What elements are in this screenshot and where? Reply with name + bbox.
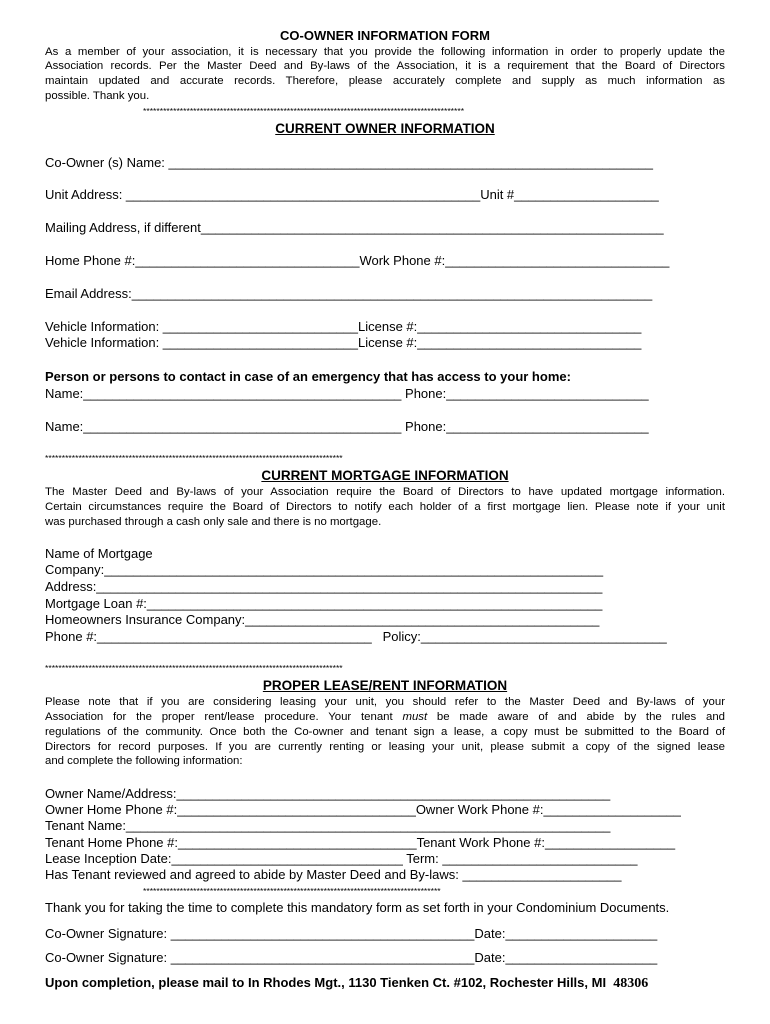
vehicle-field-2[interactable]: Vehicle Information: ___________________________License #:_______________________________ (45, 335, 642, 350)
lease-text-2-emphasis: must (402, 711, 428, 723)
lease-text-2b: be made aware of and abide by the rules and (427, 711, 725, 723)
phones-field[interactable]: Home Phone #:_______________________________Work Phone #:_______________________________ (45, 253, 670, 268)
signature-field-2[interactable]: Co-Owner Signature: __________________________________________Date:_____________________ (45, 950, 658, 965)
unit-address-field[interactable]: Unit Address: _________________________________________________Unit #____________________ (45, 187, 659, 202)
lease-text-2 (45, 710, 725, 724)
separator: ***************************************************************************************** (143, 886, 441, 896)
signature-field-1[interactable]: Co-Owner Signature: __________________________________________Date:_____________________ (45, 926, 658, 941)
vehicle-field-1[interactable]: Vehicle Information: ___________________________License #:_______________________________ (45, 319, 642, 334)
mailing-zip: 48306 (613, 976, 649, 991)
owner-name-address-field[interactable]: Owner Name/Address:____________________________________________________________ (45, 786, 611, 801)
lease-inception-field[interactable]: Lease Inception Date:________________________________ Term: ___________________________ (45, 851, 638, 866)
mortgage-section-heading: CURRENT MORTGAGE INFORMATION (261, 468, 509, 483)
phone-policy-field[interactable]: Phone #:______________________________________ Policy:__________________________________ (45, 629, 667, 644)
owner-phones-field[interactable]: Owner Home Phone #:_________________________________Owner Work Phone #:___________________ (45, 802, 681, 817)
form-title: CO-OWNER INFORMATION FORM (280, 28, 490, 43)
mortgage-loan-field[interactable]: Mortgage Loan #:_______________________________________________________________ (45, 596, 603, 611)
intro-line-2: Association records. Per the Master Deed and By-laws of the Association, it is a requirement that the Board of Directors (45, 60, 725, 72)
intro-line-1: As a member of your association, it is necessary that you provide the following information in order to properly update the (45, 46, 725, 58)
mortgage-address-field[interactable]: Address:______________________________________________________________________ (45, 579, 603, 594)
mailing-address-field[interactable]: Mailing Address, if different________________________________________________________________ (45, 220, 664, 235)
intro-line-4: possible. Thank you. (45, 90, 150, 102)
tenant-name-field[interactable]: Tenant Name:___________________________________________________________________ (45, 818, 611, 833)
mortgage-company-field[interactable]: Company:_____________________________________________________________________ (45, 562, 604, 577)
mailing-address-text: Upon completion, please mail to In Rhodes Mgt., 1130 Tienken Ct. #102, Rochester Hills, MI (45, 975, 614, 990)
lease-text-1: Please note that if you are considering leasing your unit, you should refer to the Master Deed and By-laws of your (45, 696, 725, 708)
mortgage-text-1: The Master Deed and By-laws of your Association require the Board of Directors to have updated mortgage information. (45, 486, 725, 498)
coowner-name-field[interactable]: Co-Owner (s) Name: ___________________________________________________________________ (45, 155, 653, 170)
separator: ***************************************************************************************** (45, 453, 343, 463)
mortgage-name-label: Name of Mortgage (45, 546, 153, 561)
emergency-heading: Person or persons to contact in case of an emergency that has access to your home: (45, 369, 571, 384)
lease-section-heading: PROPER LEASE/RENT INFORMATION (262, 678, 508, 693)
lease-text-2a: Association for the proper rent/lease procedure. Your tenant (45, 711, 403, 723)
lease-text-4: Directors for record purposes. If you are currently renting or leasing your unit, please submit a copy of the signed lease (45, 741, 725, 753)
owner-section-heading: CURRENT OWNER INFORMATION (275, 121, 495, 136)
lease-text-3: regulations of the community. Once both the Co-owner and tenant sign a lease, a copy must be submitted to the Board of (45, 726, 725, 738)
email-field[interactable]: Email Address:________________________________________________________________________ (45, 286, 653, 301)
thank-you-text: Thank you for taking the time to complete this mandatory form as set forth in your Condominium Documents. (45, 900, 670, 915)
insurance-company-field[interactable]: Homeowners Insurance Company:_________________________________________________ (45, 612, 600, 627)
separator: ***************************************************************************************** (45, 663, 343, 673)
tenant-agreed-field[interactable]: Has Tenant reviewed and agreed to abide by Master Deed and By-laws: ______________________ (45, 867, 622, 882)
mortgage-text-3: was purchased through a cash only sale and there is no mortgage. (45, 516, 382, 528)
mortgage-text-2: Certain circumstances require the Board of Directors to notify each holder of a first mortgage lien. Please note if your unit (45, 501, 725, 513)
separator: ************************************************************************************************ (143, 106, 465, 116)
emergency-contact-1[interactable]: Name:____________________________________________ Phone:____________________________ (45, 386, 649, 401)
intro-line-3: maintain updated and accurate records. Therefore, please accurately complete and supply as much information as (45, 75, 725, 87)
emergency-contact-2[interactable]: Name:____________________________________________ Phone:____________________________ (45, 419, 649, 434)
mailing-instructions (45, 975, 648, 992)
tenant-phones-field[interactable]: Tenant Home Phone #:_________________________________Tenant Work Phone #:__________________ (45, 835, 676, 850)
lease-text-5: and complete the following information: (45, 755, 243, 767)
